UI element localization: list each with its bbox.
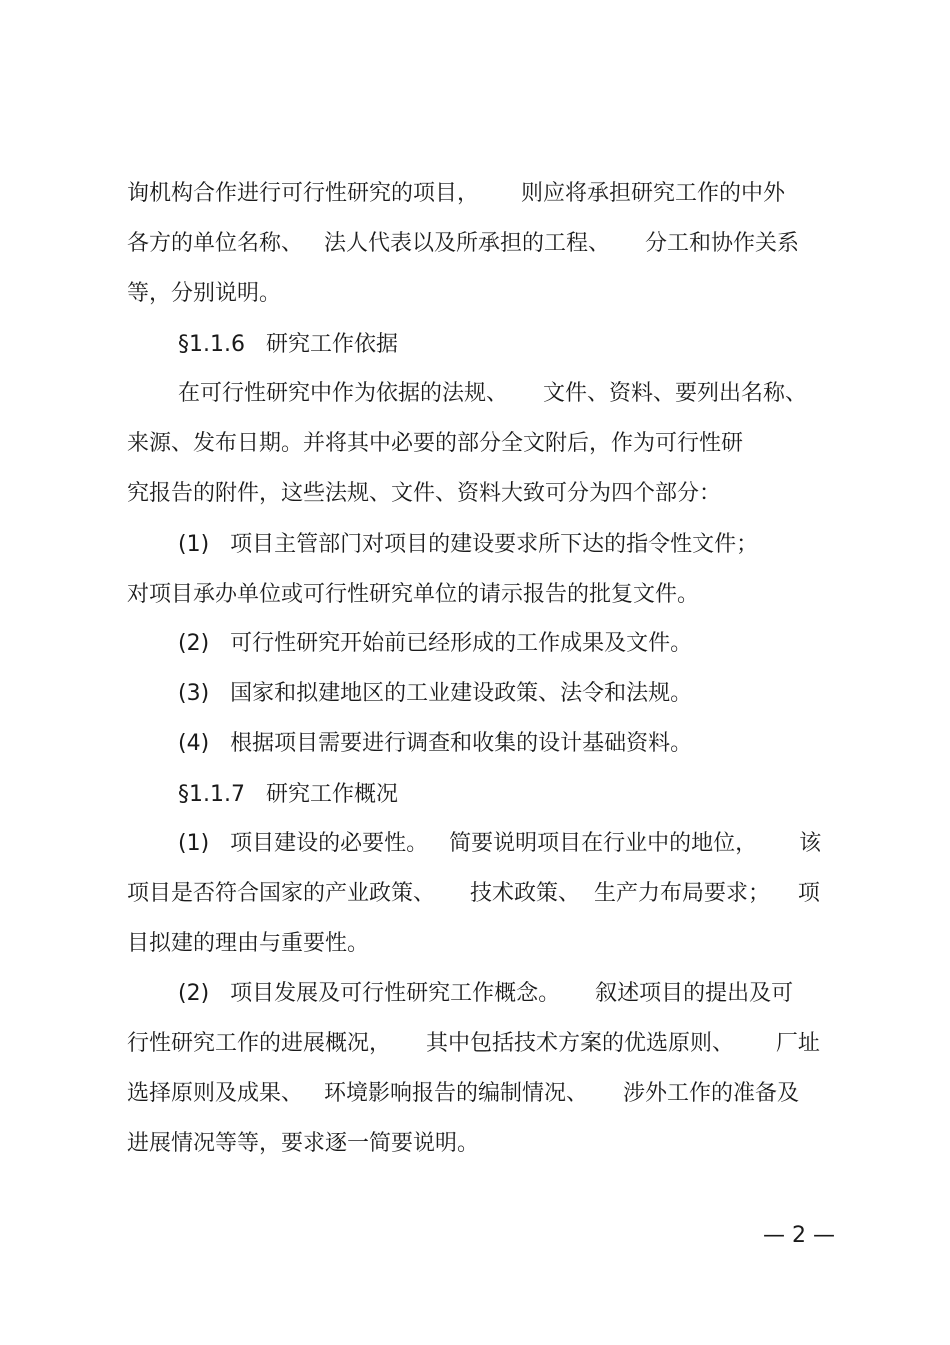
list-item: (2) 项目发展及可行性研究工作概念。 叙述项目的提出及可 xyxy=(178,981,794,1006)
list-item: (4) 根据项目需要进行调查和收集的设计基础资料。 xyxy=(178,731,693,756)
text-line: 项目是否符合国家的产业政策、 技术政策、 生产力布局要求； 项 xyxy=(127,881,820,906)
text-line: 来源、发布日期。并将其中必要的部分全文附后，作为可行性研 xyxy=(127,431,744,456)
text-line: 对项目承办单位或可行性研究单位的请示报告的批复文件。 xyxy=(127,582,700,607)
text-line: 究报告的附件，这些法规、文件、资料大致可分为四个部分： xyxy=(127,481,722,506)
section-heading-1-1-6: §1.1.6 研究工作依据 xyxy=(178,332,398,357)
text-line: 等，分别说明。 xyxy=(127,281,282,306)
text-line: 在可行性研究中作为依据的法规、 文件、资料、要列出名称、 xyxy=(178,381,807,406)
list-item: (1) 项目建设的必要性。 简要说明项目在行业中的地位， 该 xyxy=(178,831,822,856)
text-line: 目拟建的理由与重要性。 xyxy=(127,931,370,956)
list-item: (2) 可行性研究开始前已经形成的工作成果及文件。 xyxy=(178,631,693,656)
text-line: 行性研究工作的进展概况， 其中包括技术方案的优选原则、 厂址 xyxy=(127,1031,820,1056)
list-item: (3) 国家和拟建地区的工业建设政策、法令和法规。 xyxy=(178,681,693,706)
text-line: 询机构合作进行可行性研究的项目， 则应将承担研究工作的中外 xyxy=(127,181,785,206)
page-number: — 2 — xyxy=(763,1223,835,1248)
text-line: 选择原则及成果、 环境影响报告的编制情况、 涉外工作的准备及 xyxy=(127,1081,799,1106)
text-line: 进展情况等等，要求逐一简要说明。 xyxy=(127,1131,480,1156)
list-item: (1) 项目主管部门对项目的建设要求所下达的指令性文件； xyxy=(178,532,759,557)
text-line: 各方的单位名称、 法人代表以及所承担的工程、 分工和协作关系 xyxy=(127,231,799,256)
section-heading-1-1-7: §1.1.7 研究工作概况 xyxy=(178,782,398,807)
